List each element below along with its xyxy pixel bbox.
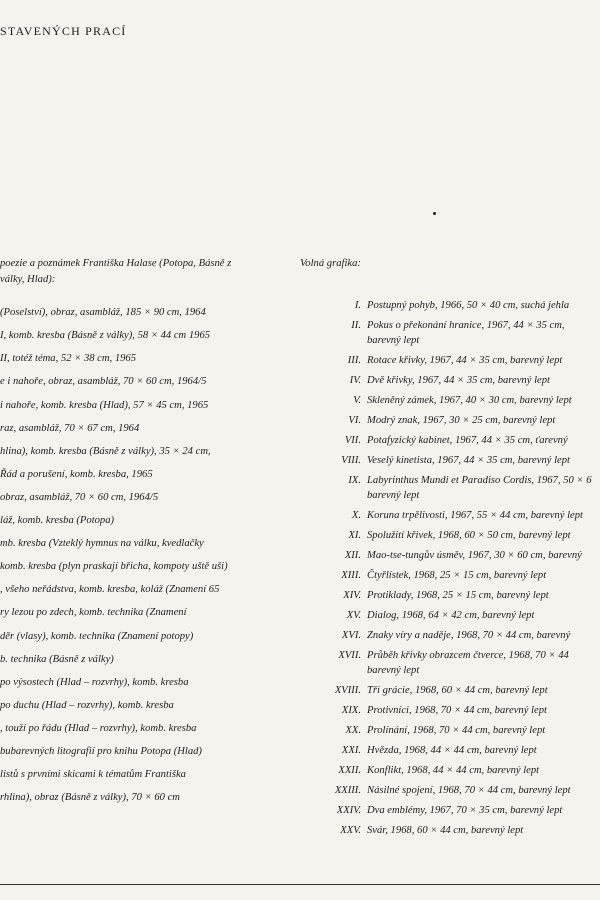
item-number: XIII. xyxy=(341,570,361,581)
item-description: Pokus o překonání hranice, 1967, 44 × 35 cm, barevný lept xyxy=(367,320,565,346)
graphics-list-item xyxy=(294,763,600,778)
graphics-list xyxy=(294,298,600,838)
item-description: Potafyzický kabinet, 1967, 44 × 35 cm, ťarevný xyxy=(367,435,568,446)
list-item: děr (vlasy), komb. technika (Znamení potopy) xyxy=(0,630,194,642)
graphics-list-item xyxy=(294,783,600,798)
left-entry-list xyxy=(0,305,255,806)
graphics-list-item xyxy=(294,413,600,428)
item-description: Veselý kinetista, 1967, 44 × 35 cm, barevný lept xyxy=(367,455,570,466)
left-column xyxy=(0,256,255,813)
item-number: V. xyxy=(353,395,361,406)
item-number: XX. xyxy=(345,725,361,736)
item-number: VII. xyxy=(344,435,361,446)
list-item: (Poselství), obraz, asambláž, 185 × 90 cm, 1964 xyxy=(0,307,206,319)
item-number: XIX. xyxy=(341,705,361,716)
item-number: XXI. xyxy=(341,745,361,756)
graphics-list-item xyxy=(294,823,600,838)
item-number: I. xyxy=(354,300,361,311)
item-number: XVI. xyxy=(341,630,361,641)
graphics-list-item xyxy=(294,743,600,758)
item-description: Hvězda, 1968, 44 × 44 cm, barevný lept xyxy=(367,745,537,756)
item-description: Prolínání, 1968, 70 × 44 cm, barevný lept xyxy=(367,725,546,736)
graphics-list-item xyxy=(294,508,600,523)
graphics-list-item xyxy=(294,318,600,348)
item-description: Spolužití křivek, 1968, 60 × 50 cm, barevný lept xyxy=(367,530,571,541)
list-item: rhlina), obraz (Básně z války), 70 × 60 cm xyxy=(0,792,180,804)
list-item: komb. kresba (plyn praskají břicha, kompoty uště uši) xyxy=(0,561,228,573)
item-description: Postupný pohyb, 1966, 50 × 40 cm, suchá jehla xyxy=(367,300,570,311)
item-number: XIV. xyxy=(343,590,361,601)
list-item: , všeho neřádstva, komb. kresba, koláž (Znamení 65 xyxy=(0,584,220,596)
item-description: Dialog, 1968, 64 × 42 cm, barevný lept xyxy=(367,610,535,621)
list-item: b. technika (Básně z války) xyxy=(0,653,114,665)
item-description: Koruna trpělivosti, 1967, 55 × 44 cm, barevný lept xyxy=(367,510,583,521)
item-number: XXV. xyxy=(340,825,361,836)
item-description: Násilné spojení, 1968, 70 × 44 cm, barevný lept xyxy=(367,785,571,796)
item-description: Protivníci, 1968, 70 × 44 cm, barevný lept xyxy=(367,705,547,716)
bottom-rule xyxy=(0,884,600,885)
graphics-list-item xyxy=(294,628,600,643)
list-item: bubarevných litografií pro knihu Potopa (Hlad) xyxy=(0,745,202,757)
item-description: Skleněný zámek, 1967, 40 × 30 cm, barevný lept xyxy=(367,395,572,406)
graphics-list-item xyxy=(294,433,600,448)
list-item: , touží po řádu (Hlad – rozvrhy), komb. kresba xyxy=(0,722,197,734)
graphics-list-item xyxy=(294,683,600,698)
item-number: X. xyxy=(351,510,361,521)
graphics-list-item xyxy=(294,373,600,388)
item-description: Rotace křivky, 1967, 44 × 35 cm, barevný lept xyxy=(367,355,563,366)
graphics-list-item xyxy=(294,473,600,503)
graphics-list-item xyxy=(294,803,600,818)
graphics-list-item xyxy=(294,453,600,468)
list-item: raz, asambláž, 70 × 67 cm, 1964 xyxy=(0,422,140,434)
item-description: Dva emblémy, 1967, 70 × 35 cm, barevný lept xyxy=(367,805,563,816)
item-description: Svár, 1968, 60 × 44 cm, barevný lept xyxy=(367,825,524,836)
graphics-list-item xyxy=(294,353,600,368)
item-number: XII. xyxy=(344,550,361,561)
item-number: XVIII. xyxy=(334,685,361,696)
item-number: XXIV. xyxy=(336,805,361,816)
item-description: Labyrinthus Mundi et Paradiso Cordis, 1967, 50 × 6 barevný lept xyxy=(367,475,592,501)
item-description: Protiklady, 1968, 25 × 15 cm, barevný lept xyxy=(367,590,549,601)
list-item: po výsostech (Hlad – rozvrhy), komb. kresba xyxy=(0,676,189,688)
item-number: XI. xyxy=(348,530,361,541)
item-description: Tři grácie, 1968, 60 × 44 cm, barevný lept xyxy=(367,685,548,696)
graphics-list-item xyxy=(294,528,600,543)
graphics-list-item xyxy=(294,548,600,563)
list-item: obraz, asambláž, 70 × 60 cm, 1964/5 xyxy=(0,491,159,503)
item-description: Modrý znak, 1967, 30 × 25 cm, barevný lept xyxy=(367,415,556,426)
item-description: Čtyřlístek, 1968, 25 × 15 cm, barevný lept xyxy=(367,570,547,581)
right-column xyxy=(294,256,600,843)
item-number: IX. xyxy=(348,475,361,486)
item-number: VIII. xyxy=(341,455,361,466)
item-number: VI. xyxy=(348,415,361,426)
left-intro: poezie a poznámek Františka Halase (Potopa, Básně z války, Hlad): xyxy=(0,258,232,285)
list-item: mb. kresba (Vzteklý hymnus na válku, kvedlačky xyxy=(0,538,204,550)
list-item: e i nahoře, obraz, asambláž, 70 × 60 cm, 1964/5 xyxy=(0,376,207,388)
graphics-list-item xyxy=(294,393,600,408)
item-description: Mao-tse-tungův úsměv, 1967, 30 × 60 cm, barevný xyxy=(367,550,582,561)
item-number: IV. xyxy=(349,375,361,386)
list-item: Řád a porušení, komb. kresba, 1965 xyxy=(0,468,153,480)
graphics-list-item xyxy=(294,608,600,623)
graphics-list-item xyxy=(294,298,600,313)
list-item: po duchu (Hlad – rozvrhy), komb. kresba xyxy=(0,699,174,711)
item-number: XXIII. xyxy=(334,785,361,796)
item-description: Konflikt, 1968, 44 × 44 cm, barevný lept xyxy=(367,765,540,776)
graphics-list-item xyxy=(294,723,600,738)
graphics-list-item xyxy=(294,588,600,603)
list-item: I, komb. kresba (Básně z války), 58 × 44 cm 1965 xyxy=(0,330,211,342)
list-item: ry lezou po zdech, komb. technika (Znamení xyxy=(0,607,187,619)
graphics-list-item xyxy=(294,648,600,678)
section-title-graphics: Volná grafika: xyxy=(300,258,361,269)
list-item: hlina), komb. kresba (Básně z války), 35 × 24 cm, xyxy=(0,445,211,457)
list-item: láž, komb. kresba (Potopa) xyxy=(0,515,115,527)
list-item: i nahoře, komb. kresba (Hlad), 57 × 45 cm, 1965 xyxy=(0,399,209,411)
item-number: XV. xyxy=(346,610,361,621)
page-title: STAVENÝCH PRACÍ xyxy=(0,24,127,38)
item-number: XVII. xyxy=(338,650,361,661)
item-number: II. xyxy=(351,320,361,331)
graphics-list-item xyxy=(294,568,600,583)
list-item: II, totéž téma, 52 × 38 cm, 1965 xyxy=(0,353,137,365)
ink-dot xyxy=(433,212,436,215)
item-number: III. xyxy=(347,355,361,366)
item-description: Znaky víry a naděje, 1968, 70 × 44 cm, barevný xyxy=(367,630,571,641)
item-number: XXII. xyxy=(338,765,361,776)
graphics-list-item xyxy=(294,703,600,718)
item-description: Průběh křivky obrazcem čtverce, 1968, 70 × 44 barevný lept xyxy=(367,650,569,676)
item-description: Dvě křivky, 1967, 44 × 35 cm, barevný lept xyxy=(367,375,550,386)
list-item: listů s prvními skicami k tématům Františka xyxy=(0,769,186,781)
